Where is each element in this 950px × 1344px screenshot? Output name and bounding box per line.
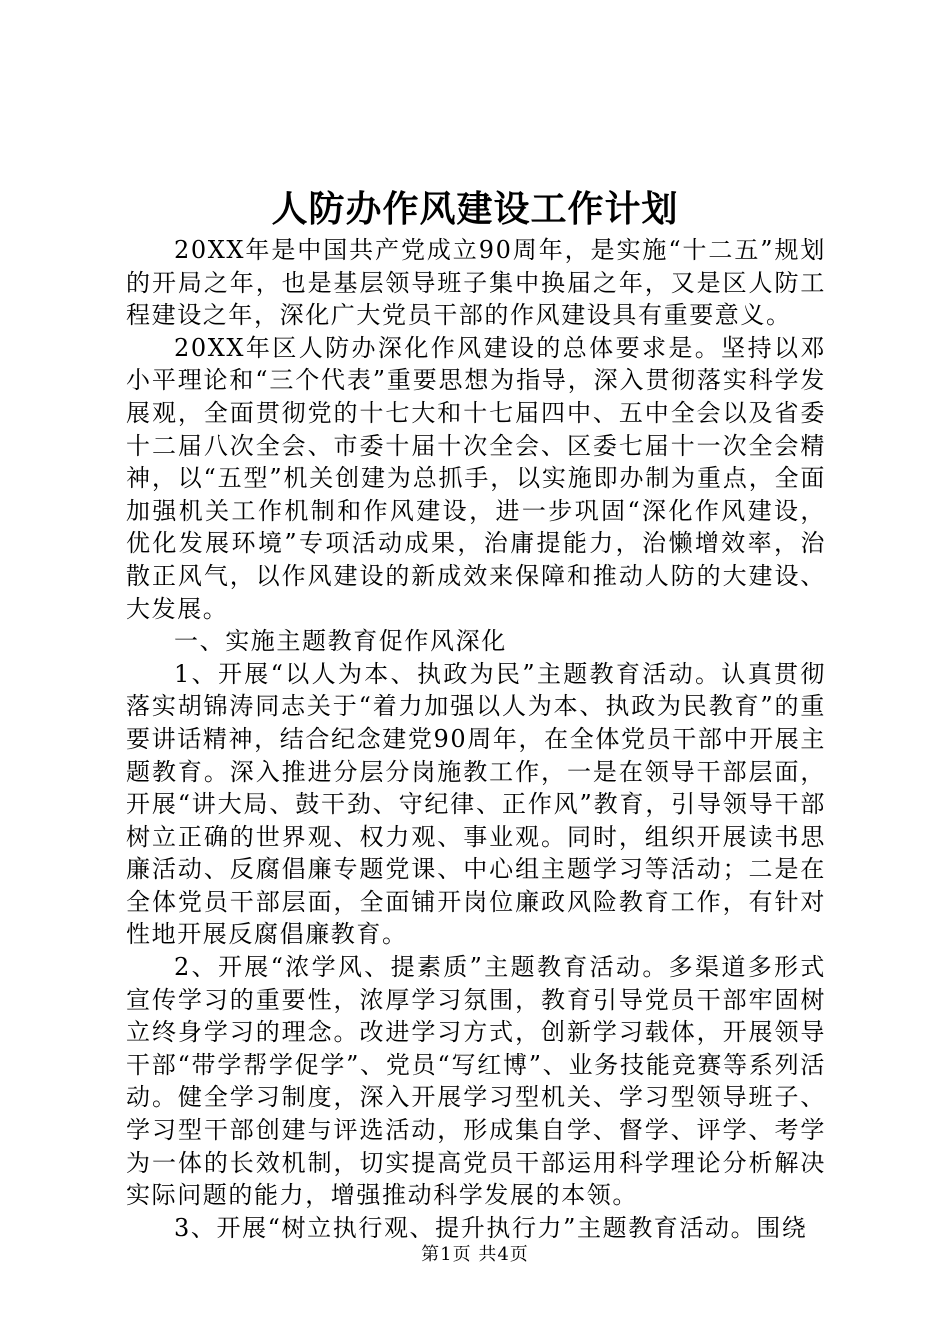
paragraph-item-1: 1、开展“以人为本、执政为民”主题教育活动。认真贯彻落实胡锦涛同志关于“着力加强以人为本、执政为民教育”的重要讲话精神，结合纪念建党90周年，在全体党员干部中开展主题教育。深入推进分层分岗施教工作，一是在领导干部层面，开展“讲大局、鼓干劲、守纪律、正作风”教育，引导领导干部树立正确的世界观、权力观、事业观。同时，组织开展读书思廉活动、反腐倡廉专题党课、中心组主题学习等活动；二是在全体党员干部层面，全面铺开岗位廉政风险教育工作，有针对性地开展反腐倡廉教育。 <box>126 659 826 949</box>
paragraph-general-requirements: 20XX年区人防办深化作风建设的总体要求是。坚持以邓小平理论和“三个代表”重要思想为指导，深入贯彻落实科学发展观，全面贯彻党的十七大和十七届四中、五中全会以及省委十二届八次全会、市委十届十次全会、区委七届十一次全会精神，以“五型”机关创建为总抓手，以实施即办制为重点，全面加强机关工作机制和作风建设，进一步巩固“深化作风建设，优化发展环境”专项活动成果，治庸提能力，治懒增效率，治散正风气，以作风建设的新成效来保障和推动人防的大建设、大发展。 <box>126 333 826 623</box>
paragraph-item-2: 2、开展“浓学风、提素质”主题教育活动。多渠道多形式宣传学习的重要性，浓厚学习氛围，教育引导党员干部牢固树立终身学习的理念。改进学习方式，创新学习载体，开展领导干部“带学帮学促学”、党员“写红博”、业务技能竞赛等系列活动。健全学习制度，深入开展学习型机关、学习型领导班子、学习型干部创建与评选活动，形成集自学、督学、评学、考学为一体的长效机制，切实提高党员干部运用科学理论分析解决实际问题的能力，增强推动科学发展的本领。 <box>126 953 826 1210</box>
paragraph-intro: 20XX年是中国共产党成立90周年，是实施“十二五”规划的开局之年，也是基层领导班子集中换届之年，又是区人防工程建设之年，深化广大党员干部的作风建设具有重要意义。 <box>126 236 826 330</box>
document-title: 人防办作风建设工作计划 <box>271 188 679 230</box>
document-body <box>126 234 826 1244</box>
paragraph-item-3: 3、开展“树立执行观、提升执行力”主题教育活动。围绕 <box>174 1213 808 1242</box>
section-heading-1: 一、实施主题教育促作风深化 <box>174 627 507 656</box>
page-footer: 第1页 共4页 <box>421 1244 529 1265</box>
